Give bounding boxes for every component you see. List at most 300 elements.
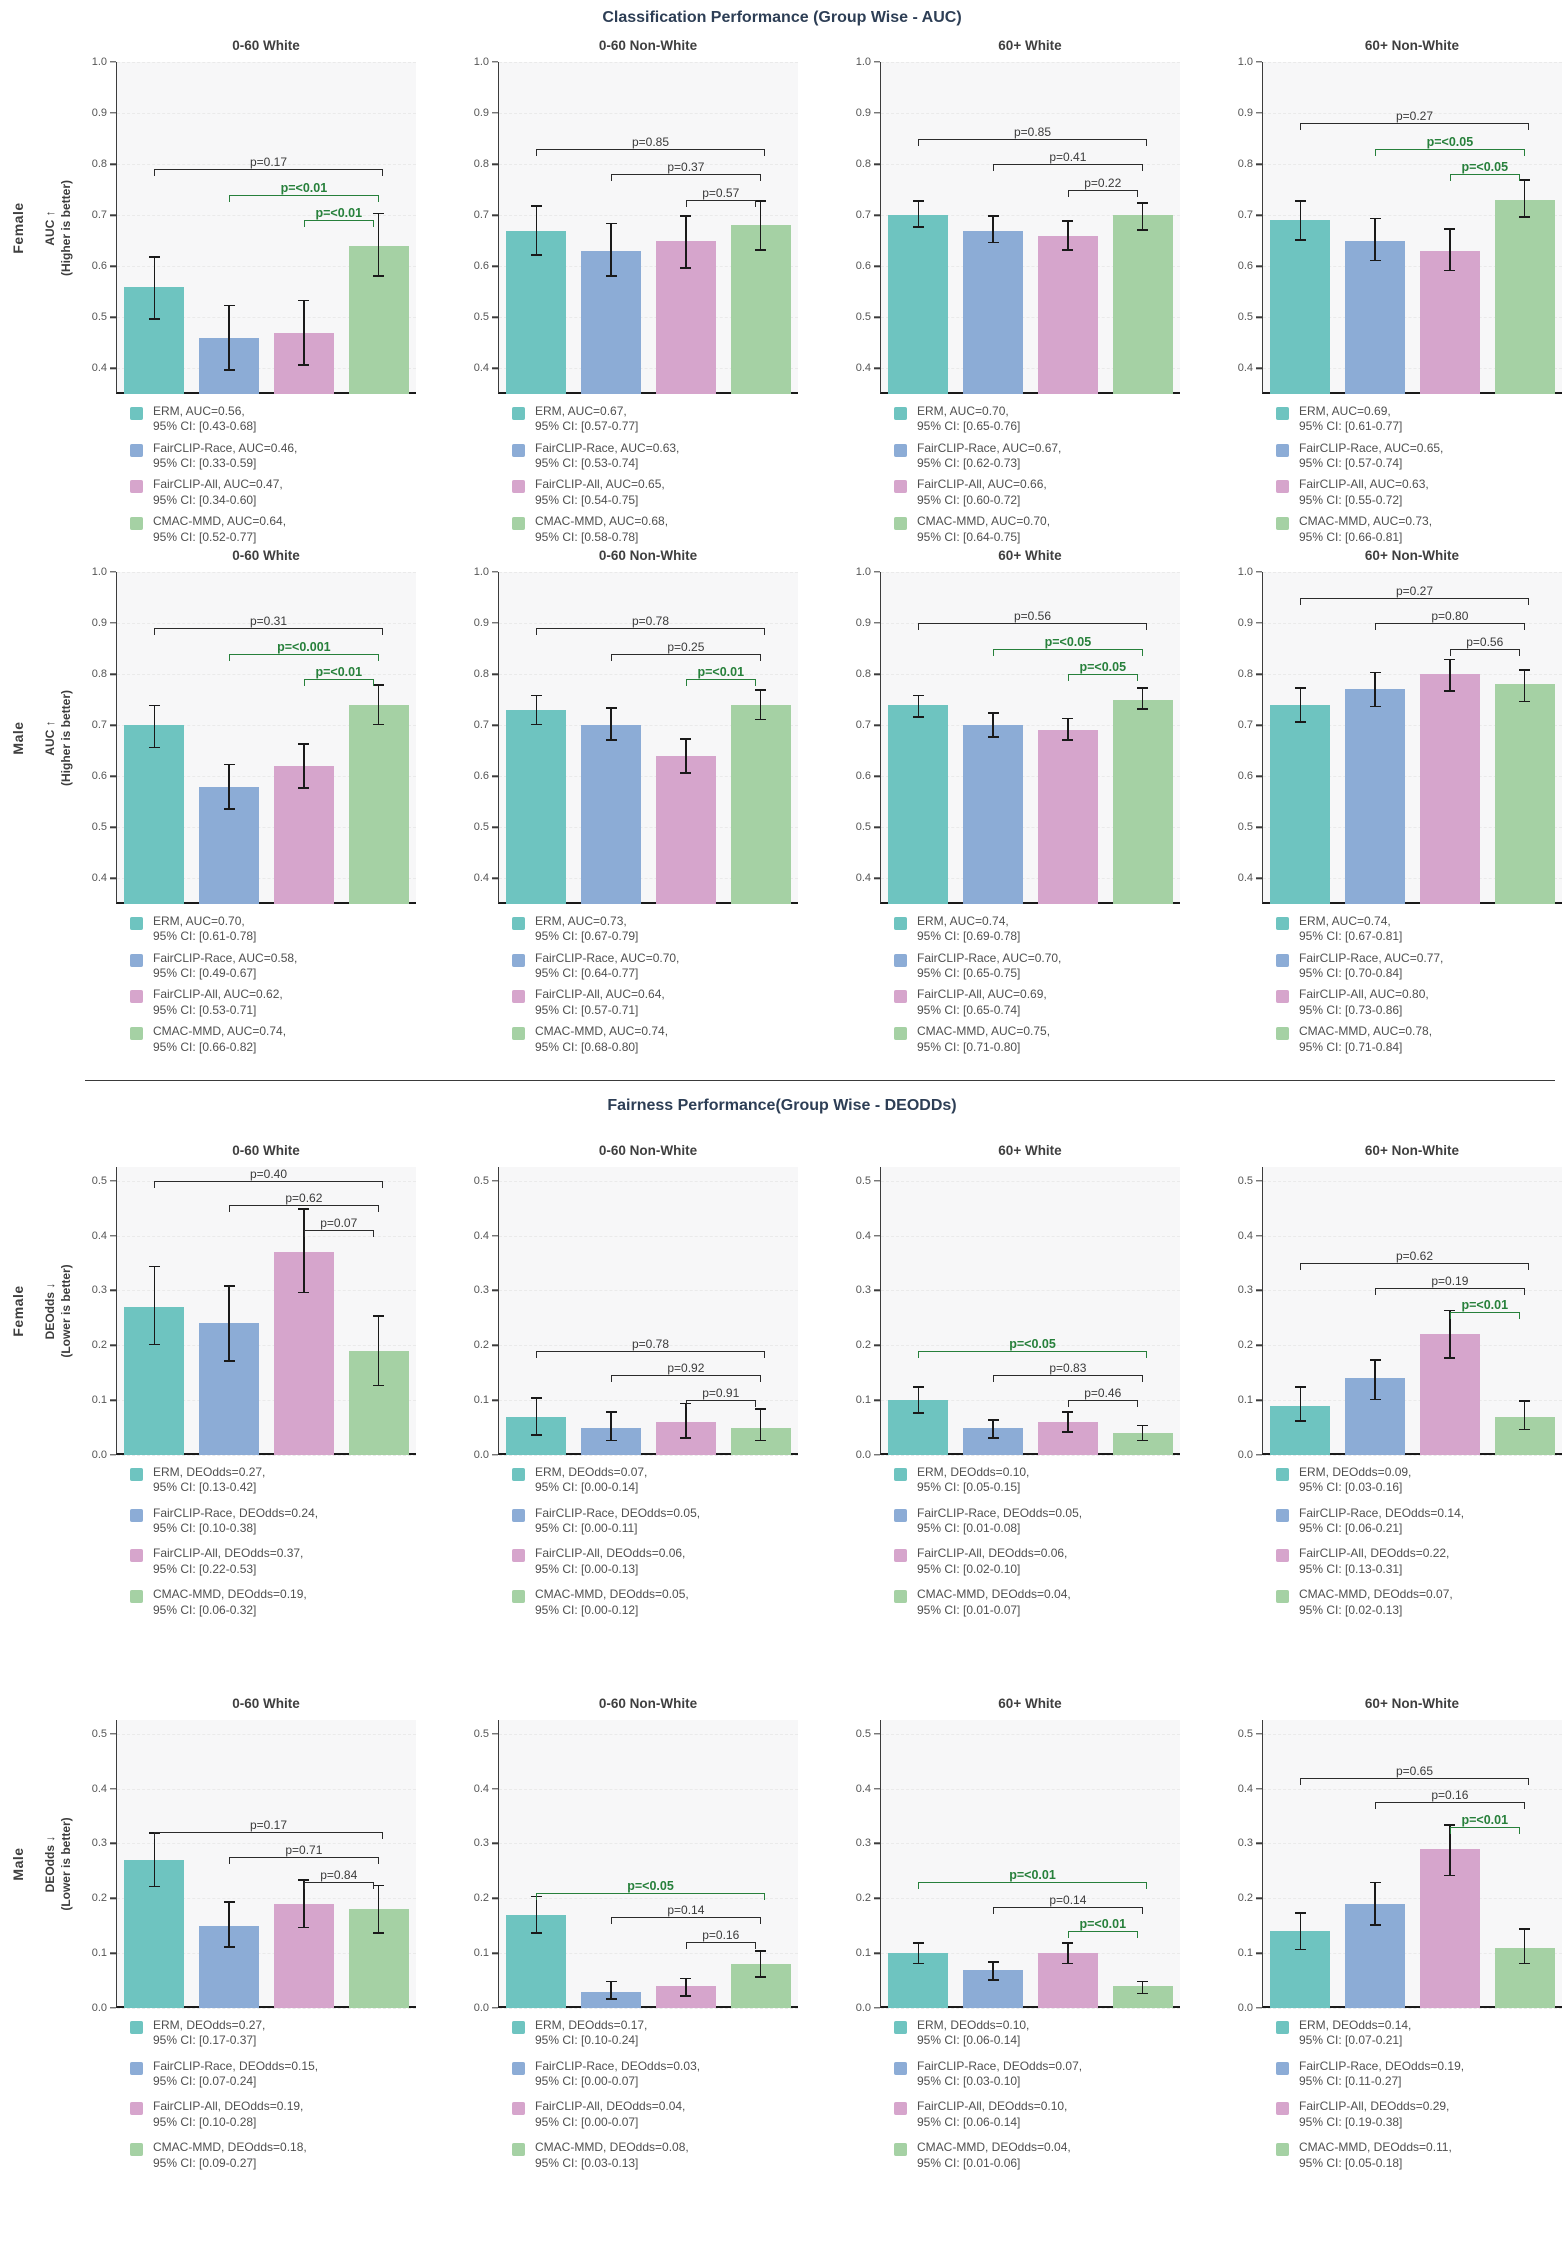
error-bar-cap-bottom (1062, 1963, 1073, 1965)
y-axis-label-line: (Lower is better) (59, 1817, 73, 1911)
p-value-label: p=<0.01 (1461, 1298, 1509, 1313)
legend-entry-fairclip-all (1276, 1546, 1562, 1577)
error-bar-cap-top (1295, 687, 1306, 689)
ytick-mark (492, 317, 498, 318)
gridline (1263, 1236, 1562, 1237)
bar-erm (888, 705, 948, 904)
gridline (881, 1898, 1180, 1899)
legend-entry-cmac-mmd (512, 2140, 798, 2171)
error-bar-cap-bottom (1444, 690, 1455, 692)
legend-swatch-fairclip-all (894, 480, 907, 493)
legend-entry-fairclip-all (894, 477, 1180, 508)
bar-cmac-mmd (731, 705, 791, 904)
error-bar-line (1524, 669, 1526, 702)
significance-bracket (611, 639, 761, 661)
error-bar-cap-bottom (988, 1437, 999, 1439)
error-bar-cap-top (373, 213, 384, 215)
legend-line-method: FairCLIP-All, DEOdds=0.04, (535, 2099, 686, 2114)
significance-bracket (918, 124, 1146, 146)
legend-line-ci: 95% CI: [0.60-0.72] (917, 492, 1021, 507)
significance-bracket (1068, 1386, 1138, 1407)
bar-cmac-mmd (349, 705, 409, 904)
legend-entry-erm (130, 404, 416, 435)
significance-bracket (918, 1336, 1146, 1358)
error-bar-line (1449, 228, 1451, 271)
legend-line-method: FairCLIP-All, DEOdds=0.06, (917, 1546, 1068, 1561)
ytick-label: 0.4 (91, 872, 107, 885)
p-value-label: p=0.83 (1049, 1361, 1087, 1376)
legend-line-method: ERM, AUC=0.74, (917, 914, 1009, 928)
ytick-label: 0.4 (473, 362, 489, 375)
legend-swatch-erm (130, 2021, 143, 2034)
significance-bracket (1300, 583, 1528, 605)
legend-swatch-fairclip-race (512, 1509, 525, 1522)
error-bar-line (1374, 672, 1376, 708)
bar-fairclip-race (963, 231, 1023, 394)
legend-line-ci: 95% CI: [0.53-0.74] (535, 456, 639, 471)
gridline (499, 2008, 798, 2009)
significance-bracket (1450, 1812, 1520, 1834)
legend-line-ci: 95% CI: [0.07-0.21] (1299, 2033, 1403, 2048)
error-bar-cap-top (680, 1978, 691, 1980)
error-bar-cap-bottom (755, 719, 766, 721)
subplot-deodds-male-0-60-non-white (416, 1696, 798, 2235)
ytick-label: 0.4 (1237, 1782, 1253, 1795)
gridline (881, 1789, 1180, 1790)
legend-line-ci: 95% CI: [0.13-0.42] (153, 1480, 257, 1495)
legend-text (917, 1465, 1029, 1496)
legend-line-method: ERM, DEOdds=0.07, (535, 1465, 648, 1479)
error-bar-cap-bottom (1062, 1431, 1073, 1433)
ytick-label: 0.2 (855, 1892, 871, 1905)
ytick-mark (874, 61, 880, 62)
p-value-label: p=0.22 (1084, 175, 1122, 190)
subplot-deodds-female-60-white (798, 1143, 1180, 1682)
legend-line-method: FairCLIP-All, AUC=0.80, (1299, 987, 1429, 1002)
significance-bracket (1068, 1917, 1138, 1938)
row-label-male: Male (10, 721, 26, 755)
bar-fairclip-all (1420, 251, 1480, 394)
legend-text (917, 404, 1020, 435)
ytick-label: 0.2 (473, 1892, 489, 1905)
plot-area (855, 1167, 1180, 1461)
ytick-label: 0.3 (1237, 1284, 1253, 1297)
ytick-label: 0.4 (91, 362, 107, 375)
legend (894, 2008, 1180, 2171)
error-bar-cap-top (1370, 1359, 1381, 1361)
legend-swatch-erm (512, 2021, 525, 2034)
legend-text (917, 987, 1047, 1018)
legend-line-method: ERM, AUC=0.67, (535, 404, 627, 418)
legend-entry-cmac-mmd (1276, 2140, 1562, 2171)
legend-text (535, 2140, 689, 2171)
legend-entry-fairclip-race (894, 1506, 1180, 1537)
error-bar-line (1374, 1359, 1376, 1400)
ytick-mark (874, 1454, 880, 1455)
p-value-label: p=0.78 (631, 1336, 670, 1351)
ytick-mark (874, 2007, 880, 2008)
ytick-mark (492, 1345, 498, 1346)
ytick-mark (1256, 1345, 1262, 1346)
error-bar-line (154, 705, 156, 748)
error-bar-line (378, 1315, 380, 1386)
plot-area (855, 56, 1180, 394)
legend-text (535, 1506, 700, 1537)
error-bar-cap-top (1519, 1400, 1530, 1402)
legend-line-ci: 95% CI: [0.10-0.28] (153, 2114, 257, 2129)
gridline (499, 1734, 798, 1735)
legend-entry-cmac-mmd (130, 2140, 416, 2171)
legend-swatch-fairclip-all (512, 2102, 525, 2115)
error-bar-cap-top (1519, 669, 1530, 671)
gridline (881, 2008, 1180, 2009)
gridline (1263, 1345, 1562, 1346)
ytick-mark (110, 673, 116, 674)
gridline (881, 113, 1180, 114)
significance-bracket (993, 150, 1143, 171)
error-bar-cap-top (298, 300, 309, 302)
row-label-male: Male (10, 1847, 26, 1881)
legend-swatch-cmac-mmd (1276, 1027, 1289, 1040)
legend (894, 394, 1180, 545)
ytick-label: 1.0 (1237, 566, 1253, 578)
ytick-label: 0.1 (1237, 1947, 1253, 1960)
subplot-title: 60+ White (998, 38, 1062, 53)
ytick-label: 0.5 (1237, 821, 1253, 834)
error-bar-cap-bottom (224, 808, 235, 810)
error-bar-cap-bottom (373, 275, 384, 277)
ytick-mark (874, 1235, 880, 1236)
gridline (499, 1789, 798, 1790)
legend-text (153, 1465, 265, 1496)
ytick-mark (492, 673, 498, 674)
gridline (117, 215, 416, 216)
p-value-label: p=<0.01 (1079, 1917, 1127, 1932)
legend-line-method: ERM, AUC=0.70, (917, 404, 1009, 418)
ytick-mark (110, 1235, 116, 1236)
legend-swatch-fairclip-all (894, 1549, 907, 1562)
p-value-label: p=<0.05 (1079, 660, 1127, 675)
subplot-auc-male-60-white (798, 548, 1180, 1058)
p-value-label: p=0.85 (1013, 124, 1052, 139)
legend-line-method: ERM, DEOdds=0.17, (535, 2018, 648, 2032)
error-bar-cap-bottom (373, 1385, 384, 1387)
ytick-label: 0.5 (91, 821, 107, 834)
legend-line-method: FairCLIP-All, AUC=0.63, (1299, 477, 1429, 492)
legend-text (1299, 1587, 1453, 1618)
legend (512, 1455, 798, 1618)
error-bar-line (1374, 218, 1376, 261)
error-bar-line (303, 743, 305, 789)
error-bar-cap-top (755, 1408, 766, 1410)
legend-swatch-erm (894, 407, 907, 420)
ytick-label: 0.0 (1237, 2002, 1253, 2014)
legend-line-ci: 95% CI: [0.05-0.18] (1299, 2155, 1403, 2170)
error-bar-line (918, 695, 920, 718)
legend-text (1299, 2018, 1411, 2049)
ytick-label: 0.6 (855, 770, 871, 783)
legend-entry-erm (894, 914, 1180, 945)
subplot-title: 60+ Non-White (1364, 548, 1460, 563)
error-bar-cap-bottom (1295, 1949, 1306, 1951)
gridline (117, 572, 416, 573)
error-bar-cap-bottom (373, 1932, 384, 1934)
gridline (499, 62, 798, 63)
section-deodds (0, 1080, 1564, 2235)
legend-line-ci: 95% CI: [0.00-0.07] (535, 2114, 639, 2129)
legend-text (917, 441, 1061, 472)
error-bar-line (760, 1408, 762, 1441)
legend-line-method: CMAC-MMD, AUC=0.68, (535, 514, 669, 529)
legend-entry-fairclip-race (1276, 2059, 1562, 2090)
legend-swatch-fairclip-all (130, 1549, 143, 1562)
ytick-mark (110, 1898, 116, 1899)
error-bar-line (760, 200, 762, 251)
legend-text (917, 951, 1061, 982)
legend-text (917, 2140, 1071, 2171)
error-bar-cap-bottom (1137, 229, 1148, 231)
significance-bracket (536, 1878, 764, 1900)
ytick-label: 0.5 (473, 311, 489, 324)
subplot-deodds-male-0-60-white (34, 1696, 416, 2235)
ytick-label: 1.0 (473, 566, 489, 578)
ytick-mark (874, 266, 880, 267)
legend-text (153, 404, 256, 435)
ytick-mark (874, 1788, 880, 1789)
legend-swatch-fairclip-race (1276, 444, 1289, 457)
ytick-mark (1256, 61, 1262, 62)
error-bar-cap-bottom (1519, 1963, 1530, 1965)
gridline (1263, 2008, 1562, 2009)
legend-entry-erm (1276, 2018, 1562, 2049)
ytick-label: 0.1 (91, 1394, 107, 1407)
legend-swatch-erm (130, 917, 143, 930)
significance-bracket (304, 665, 374, 686)
ytick-label: 1.0 (855, 566, 871, 578)
error-bar-cap-bottom (224, 1360, 235, 1362)
legend-text (153, 441, 297, 472)
legend-line-ci: 95% CI: [0.00-0.14] (535, 1480, 639, 1495)
ytick-mark (110, 61, 116, 62)
error-bar-cap-bottom (1444, 270, 1455, 272)
significance-bracket (993, 634, 1143, 656)
ytick-mark (110, 827, 116, 828)
bar-fairclip-all (1038, 730, 1098, 904)
error-bar-cap-top (1444, 228, 1455, 230)
legend-entry-cmac-mmd (512, 1587, 798, 1618)
ytick-mark (1256, 368, 1262, 369)
p-value-label: p=<0.001 (277, 639, 331, 654)
legend-line-method: CMAC-MMD, DEOdds=0.04, (917, 2140, 1071, 2155)
legend-entry-cmac-mmd (894, 1587, 1180, 1618)
ytick-label: 0.5 (1237, 1727, 1253, 1740)
ytick-label: 0.8 (473, 668, 489, 681)
ytick-label: 0.8 (1237, 668, 1253, 681)
legend-entry-cmac-mmd (512, 1024, 798, 1055)
significance-bracket (1375, 134, 1525, 156)
p-value-label: p=0.56 (1466, 634, 1504, 649)
legend-line-method: FairCLIP-All, DEOdds=0.29, (1299, 2099, 1450, 2114)
bar-fairclip-race (1345, 241, 1405, 394)
error-bar-cap-bottom (755, 1440, 766, 1442)
significance-bracket (229, 639, 379, 661)
error-bar-line (1524, 1400, 1526, 1430)
ytick-label: 1.0 (473, 56, 489, 68)
legend-text (153, 2059, 318, 2090)
gridline (499, 1455, 798, 1456)
p-value-label: p=0.25 (667, 639, 705, 654)
ytick-mark (492, 163, 498, 164)
gridline (1263, 674, 1562, 675)
legend (130, 904, 416, 1055)
p-value-label: p=0.84 (320, 1867, 358, 1882)
bar-fairclip-all (1038, 236, 1098, 394)
legend-line-ci: 95% CI: [0.19-0.38] (1299, 2114, 1403, 2129)
error-bar-cap-bottom (913, 1963, 924, 1965)
p-value-label: p=0.27 (1395, 109, 1434, 124)
bar-fairclip-all (656, 756, 716, 904)
ytick-mark (1256, 1952, 1262, 1953)
significance-bracket (229, 180, 379, 202)
legend-line-method: CMAC-MMD, DEOdds=0.19, (153, 1587, 307, 1602)
error-bar-cap-top (1137, 1425, 1148, 1427)
gridline (1263, 1181, 1562, 1182)
legend-entry-fairclip-race (894, 951, 1180, 982)
error-bar-line (378, 1885, 380, 1934)
error-bar-line (1300, 1912, 1302, 1950)
ytick-label: 0.5 (855, 311, 871, 324)
legend-text (1299, 2059, 1464, 2090)
significance-bracket (918, 609, 1146, 630)
error-bar-cap-bottom (224, 1946, 235, 1948)
y-axis-label-line: (Higher is better) (59, 179, 73, 277)
legend-text (535, 1546, 685, 1577)
error-bar-cap-top (755, 200, 766, 202)
ytick-mark (492, 266, 498, 267)
ytick-mark (492, 1180, 498, 1181)
legend-line-method: FairCLIP-Race, DEOdds=0.07, (917, 2058, 1083, 2073)
legend-line-method: ERM, AUC=0.70, (153, 914, 245, 928)
legend-swatch-fairclip-race (130, 444, 143, 457)
ytick-mark (492, 1788, 498, 1789)
legend-line-ci: 95% CI: [0.11-0.27] (1299, 2074, 1402, 2089)
gridline (1263, 1734, 1562, 1735)
significance-bracket (536, 1336, 764, 1358)
legend-line-method: FairCLIP-All, DEOdds=0.10, (917, 2099, 1068, 2114)
legend-swatch-erm (130, 407, 143, 420)
gridline (1263, 1843, 1562, 1844)
error-bar-line (228, 305, 230, 371)
error-bar-cap-bottom (988, 736, 999, 738)
gridline (499, 1290, 798, 1291)
legend-text (917, 1587, 1071, 1618)
chart-row-female (0, 1129, 1564, 1682)
legend-swatch-fairclip-all (1276, 990, 1289, 1003)
ytick-label: 0.4 (855, 1782, 871, 1795)
ytick-label: 0.5 (1237, 311, 1253, 324)
bar-erm (124, 725, 184, 904)
ytick-label: 0.5 (91, 311, 107, 324)
error-bar-line (685, 738, 687, 774)
bar-cmac-mmd (1113, 215, 1173, 394)
legend-line-ci: 95% CI: [0.54-0.75] (535, 492, 639, 507)
p-value-label: p=<0.01 (315, 206, 363, 221)
legend-swatch-fairclip-race (512, 2062, 525, 2075)
legend-line-ci: 95% CI: [0.57-0.74] (1299, 456, 1403, 471)
subplot-title: 60+ Non-White (1364, 1143, 1460, 1158)
legend-line-method: CMAC-MMD, DEOdds=0.05, (535, 1587, 689, 1602)
significance-bracket (229, 1843, 379, 1864)
gridline (881, 572, 1180, 573)
subplot-deodds-male-60-white (798, 1696, 1180, 2235)
error-bar-cap-top (1137, 202, 1148, 204)
row-label-female: Female (10, 202, 26, 254)
p-value-label: p=0.07 (320, 1216, 358, 1231)
gridline (117, 113, 416, 114)
error-bar-cap-bottom (1062, 739, 1073, 741)
legend-text (1299, 1024, 1432, 1055)
legend-line-ci: 95% CI: [0.62-0.73] (917, 456, 1021, 471)
ytick-label: 0.6 (473, 770, 489, 783)
legend-entry-fairclip-all (512, 477, 798, 508)
error-bar-cap-top (1519, 179, 1530, 181)
legend-entry-erm (894, 2018, 1180, 2049)
error-bar-cap-bottom (606, 739, 617, 741)
legend-line-ci: 95% CI: [0.01-0.06] (917, 2155, 1021, 2170)
legend-text (1299, 987, 1429, 1018)
error-bar-line (1142, 687, 1144, 710)
ytick-mark (1256, 827, 1262, 828)
p-value-label: p=0.78 (631, 614, 670, 629)
subplot-deodds-female-0-60-non-white (416, 1143, 798, 1682)
y-axis-label-line: (Lower is better) (59, 1264, 73, 1358)
legend-line-ci: 95% CI: [0.68-0.80] (535, 1039, 639, 1054)
ytick-mark (1256, 266, 1262, 267)
legend-swatch-erm (512, 917, 525, 930)
gridline (1263, 1789, 1562, 1790)
legend (894, 1455, 1180, 1618)
gridline (499, 164, 798, 165)
legend-entry-fairclip-all (130, 987, 416, 1018)
error-bar-cap-top (1444, 659, 1455, 661)
ytick-label: 0.3 (1237, 1837, 1253, 1850)
ytick-label: 0.8 (473, 158, 489, 171)
legend-line-ci: 95% CI: [0.67-0.81] (1299, 929, 1403, 944)
gridline (117, 1455, 416, 1456)
legend (1276, 904, 1562, 1055)
legend-line-ci: 95% CI: [0.06-0.14] (917, 2033, 1021, 2048)
legend-text (917, 914, 1020, 945)
legend-text (1299, 2140, 1452, 2171)
legend (130, 2008, 416, 2171)
legend-entry-cmac-mmd (1276, 514, 1562, 545)
p-value-label: p=0.40 (249, 1166, 288, 1181)
subplot-title: 0-60 Non-White (598, 38, 698, 53)
p-value-label: p=<0.05 (1044, 634, 1092, 649)
legend-swatch-fairclip-all (130, 990, 143, 1003)
plot-area (473, 1167, 798, 1461)
error-bar-cap-top (680, 738, 691, 740)
error-bar-cap-bottom (149, 747, 160, 749)
ytick-mark (874, 1843, 880, 1844)
significance-bracket (686, 1928, 756, 1949)
legend-line-method: ERM, AUC=0.74, (1299, 914, 1391, 928)
ytick-label: 0.5 (855, 1727, 871, 1740)
ytick-label: 0.0 (473, 1449, 489, 1461)
ytick-mark (874, 317, 880, 318)
ytick-label: 0.5 (91, 1174, 107, 1187)
ytick-mark (1256, 878, 1262, 879)
